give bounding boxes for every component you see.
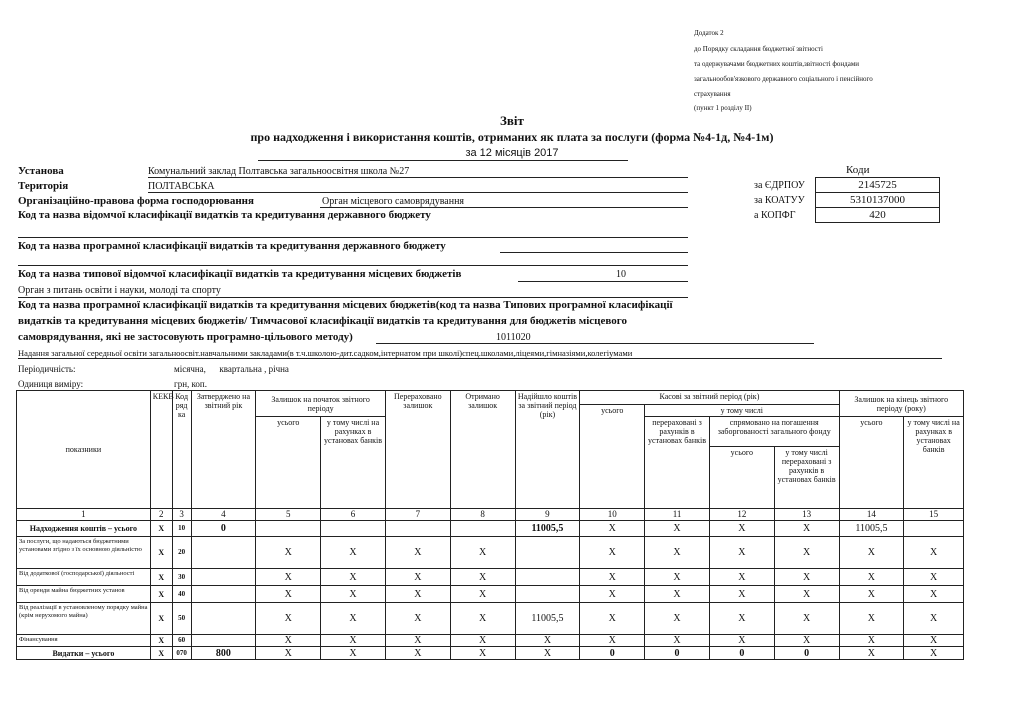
row-value-cell: X (450, 603, 515, 635)
row-value-cell: X (450, 569, 515, 586)
header-balance-end: Залишок на кінець звітного періоду (року) (839, 391, 963, 417)
row-value-cell: X (904, 586, 964, 603)
row-value-cell (191, 537, 256, 569)
row-kekv: X (150, 521, 172, 537)
appendix-line-1: Додаток 2 (694, 29, 724, 37)
row-value-cell: X (774, 537, 839, 569)
row-value-cell (515, 537, 580, 569)
code-label-edrpou: за ЄДРПОУ (754, 180, 805, 191)
appendix-line-2: до Порядку складання бюджетної звітності (694, 45, 823, 53)
table-row (17, 635, 964, 647)
row-value-cell (385, 521, 450, 537)
row-value-cell: X (385, 569, 450, 586)
table-row (17, 586, 964, 603)
row-indicator-name: Видатки – усього (17, 647, 151, 660)
appendix-line-5: страхування (694, 90, 731, 98)
row-value-cell: X (709, 569, 774, 586)
row-value-cell: X (709, 635, 774, 647)
row-value-cell: X (321, 569, 386, 586)
row-code: 50 (172, 603, 191, 635)
row-value-cell: X (321, 647, 386, 660)
row-value-cell: X (385, 603, 450, 635)
row-indicator-name: За послуги, що надаються бюджетними установами згідно з їх основною діяльністю (17, 537, 151, 569)
row-indicator-name: Від оренди майна бюджетних установ (17, 586, 151, 603)
row-value-cell: 800 (191, 647, 256, 660)
code-value-kopfg: 420 (815, 207, 940, 223)
local-program-name-underline (18, 358, 942, 359)
col-number: 12 (709, 509, 774, 521)
row-value-cell: X (709, 537, 774, 569)
institution-value: Комунальний заклад Полтавська загальноосвітня школа №27 (148, 166, 410, 177)
local-program-name: Надання загальної середньої освіти загальноосвіт.навчальними закладами(в т.ч.школою-дит.садком,інтернатом при школі)спец.школами,ліцеями,гімназіями,колегіумами (18, 348, 633, 358)
header-balance-start: Залишок на початок звітного періоду (256, 391, 386, 417)
header-start-incl-bank: у тому числі на рахунках в установах банків (321, 417, 386, 509)
row-value-cell (191, 603, 256, 635)
header-received: Отримано залишок (450, 391, 515, 509)
row-value-cell (515, 569, 580, 586)
row-kekv: X (150, 569, 172, 586)
col-number: 10 (580, 509, 645, 521)
table-row (17, 603, 964, 635)
appendix-line-3: та одержувачами бюджетних коштів,звітності фондами (694, 60, 860, 68)
row-value-cell (515, 586, 580, 603)
report-subtitle: про надходження і використання коштів, отриманих як плата за послуги (форма №4-1д, №4-1м) (250, 130, 774, 144)
header-cash-incl: у тому числі (645, 405, 839, 417)
row-indicator-name: Від реалізації в установленому порядку майна (крім нерухомого майна) (17, 603, 151, 635)
table-row (17, 537, 964, 569)
row-value-cell: X (839, 635, 904, 647)
legal-form-underline (320, 207, 688, 208)
typical-code-name: Орган з питань освіти і науки, молоді та спорту (18, 285, 221, 296)
row-value-cell: X (904, 603, 964, 635)
institution-underline (148, 177, 688, 178)
table-row (17, 569, 964, 586)
row-value-cell: 0 (774, 647, 839, 660)
row-value-cell: X (774, 603, 839, 635)
typical-code-underline (518, 281, 688, 282)
row-value-cell: 11005,5 (839, 521, 904, 537)
col-number: 2 (150, 509, 172, 521)
header-end-incl-bank: у тому числі на рахунках в установах банків (904, 417, 964, 509)
appendix-line-4: загальнообов'язкового державного соціального і пенсійного (694, 75, 873, 83)
row-value-cell (450, 521, 515, 537)
row-value-cell: X (256, 647, 321, 660)
row-value-cell: X (580, 569, 645, 586)
row-value-cell: X (904, 647, 964, 660)
row-value-cell: X (904, 569, 964, 586)
program-code-underline (500, 252, 688, 253)
header-row-1 (17, 391, 964, 405)
row-value-cell: X (839, 569, 904, 586)
row-code: 60 (172, 635, 191, 647)
row-value-cell: X (904, 635, 964, 647)
appendix-line-6: (пункт 1 розділу II) (694, 104, 752, 112)
header-cash-total: усього (580, 405, 645, 509)
code-value-edrpou: 2145725 (815, 177, 940, 193)
row-value-cell: X (256, 537, 321, 569)
local-program-underline (376, 343, 814, 344)
report-period: за 12 місяців 2017 (465, 147, 559, 159)
code-value-koatuu: 5310137000 (815, 192, 940, 208)
legal-form-label: Організаційно-правова форма господорювання (18, 195, 254, 207)
row-value-cell: 11005,5 (515, 603, 580, 635)
row-value-cell: X (645, 603, 710, 635)
dept-code-label: Код та назва відомчої класифікації видатків та кредитування державного бюджету (18, 209, 431, 221)
col-number: 4 (191, 509, 256, 521)
row-value-cell: X (515, 647, 580, 660)
col-number: 3 (172, 509, 191, 521)
row-value-cell: X (645, 569, 710, 586)
code-label-kopfg: а КОПФГ (754, 210, 796, 221)
row-value-cell (256, 521, 321, 537)
row-value-cell: X (321, 635, 386, 647)
row-value-cell: X (839, 603, 904, 635)
periodicity-label: Періодичність: (18, 364, 76, 374)
territory-underline (148, 192, 688, 193)
row-value-cell: X (645, 521, 710, 537)
row-value-cell: X (774, 635, 839, 647)
legal-form-value: Орган місцевого самоврядування (322, 196, 465, 207)
row-value-cell: X (256, 635, 321, 647)
row-value-cell: X (450, 635, 515, 647)
territory-value: ПОЛТАВСЬКА (148, 181, 215, 192)
header-cash-transferred: перераховані з рахунків в установах банків (645, 417, 710, 509)
row-value-cell: X (645, 635, 710, 647)
row-value-cell: X (839, 586, 904, 603)
col-number: 5 (256, 509, 321, 521)
row-value-cell: X (385, 635, 450, 647)
typical-code-label: Код та назва типової відомчої класифікації видатків та кредитування місцевих бюджетів (18, 268, 462, 280)
code-label-koatuu: за КОАТУУ (754, 195, 805, 206)
local-program-value: 1011020 (496, 332, 531, 343)
row-value-cell: X (774, 586, 839, 603)
row-value-cell: X (515, 635, 580, 647)
row-value-cell: X (709, 603, 774, 635)
row-kekv: X (150, 647, 172, 660)
col-number: 14 (839, 509, 904, 521)
row-value-cell: X (450, 647, 515, 660)
col-number: 8 (450, 509, 515, 521)
col-number: 9 (515, 509, 580, 521)
row-value-cell (904, 521, 964, 537)
row-value-cell: X (580, 603, 645, 635)
col-number: 11 (645, 509, 710, 521)
row-code: 20 (172, 537, 191, 569)
row-value-cell: X (321, 537, 386, 569)
row-value-cell: X (839, 647, 904, 660)
header-start-total: усього (256, 417, 321, 509)
typical-code-value: 10 (616, 269, 626, 280)
row-value-cell: 0 (580, 647, 645, 660)
row-value-cell: X (385, 586, 450, 603)
row-value-cell: X (774, 521, 839, 537)
dept-code-underline (18, 237, 688, 238)
header-row-code: Код ряд ка (172, 391, 191, 509)
row-code: 10 (172, 521, 191, 537)
row-value-cell: X (450, 537, 515, 569)
row-kekv: X (150, 537, 172, 569)
report-table (16, 390, 964, 660)
row-code: 40 (172, 586, 191, 603)
local-program-label-2: видатків та кредитування місцевих бюджетів/ Тимчасової класифікації видатків та кредитування для бюджетів місцевого (18, 315, 627, 327)
header-end-total: усього (839, 417, 904, 509)
row-indicator-name: Від додаткової (господарської) діяльності (17, 569, 151, 586)
header-cash: Касові за звітний період (рік) (580, 391, 839, 405)
header-debt: спрямовано на погашення заборгованості загального фонду (709, 417, 839, 447)
row-value-cell (191, 586, 256, 603)
row-kekv: X (150, 586, 172, 603)
row-value-cell: X (839, 537, 904, 569)
report-title: Звіт (500, 113, 524, 128)
row-indicator-name: Фінансування (17, 635, 151, 647)
local-program-label-3: самоврядування, які не застосовують програмно-цільового методу) (18, 331, 353, 343)
row-value-cell: X (580, 635, 645, 647)
codes-header: Коди (846, 164, 870, 176)
col-number: 1 (17, 509, 151, 521)
row-value-cell (321, 521, 386, 537)
program-code-label: Код та назва програмної класифікації видатків та кредитування державного бюджету (18, 240, 446, 252)
row-value-cell: X (321, 603, 386, 635)
row-value-cell: 0 (645, 647, 710, 660)
program-code-underline-2 (18, 265, 688, 266)
row-value-cell (191, 569, 256, 586)
row-value-cell: X (904, 537, 964, 569)
row-value-cell: X (256, 569, 321, 586)
row-value-cell: X (645, 586, 710, 603)
row-value-cell: X (385, 537, 450, 569)
row-code: 30 (172, 569, 191, 586)
row-value-cell: X (709, 521, 774, 537)
col-number: 6 (321, 509, 386, 521)
row-value-cell: X (709, 586, 774, 603)
header-debt-incl-transferred: у тому числі перераховані з рахунків в установах банків (774, 447, 839, 509)
row-value-cell: 0 (709, 647, 774, 660)
col-number: 7 (385, 509, 450, 521)
row-indicator-name: Надходження коштів – усього (17, 521, 151, 537)
row-value-cell: X (580, 537, 645, 569)
row-kekv: X (150, 635, 172, 647)
table-row (17, 647, 964, 660)
unit-label: Одиниця виміру: (18, 379, 84, 389)
row-value-cell: 11005,5 (515, 521, 580, 537)
col-number: 13 (774, 509, 839, 521)
row-value-cell: 0 (191, 521, 256, 537)
row-value-cell: X (645, 537, 710, 569)
header-approved: Затверджено на звітний рік (191, 391, 256, 509)
row-value-cell: X (256, 603, 321, 635)
period-underline (258, 160, 628, 161)
row-kekv: X (150, 603, 172, 635)
unit-value: грн, коп. (174, 379, 207, 389)
header-transferred: Перераховано залишок (385, 391, 450, 509)
row-value-cell: X (774, 569, 839, 586)
row-code: 070 (172, 647, 191, 660)
row-value-cell: X (580, 521, 645, 537)
row-value-cell: X (321, 586, 386, 603)
periodicity-value: місячна, квартальна , річна (174, 364, 289, 374)
row-value-cell (191, 635, 256, 647)
row-value-cell: X (450, 586, 515, 603)
typical-name-underline (18, 297, 688, 298)
column-numbers-row (17, 509, 964, 521)
header-indicators: показники (17, 391, 151, 509)
row-value-cell: X (256, 586, 321, 603)
row-value-cell: X (385, 647, 450, 660)
territory-label: Територія (18, 180, 69, 192)
row-value-cell: X (580, 586, 645, 603)
table-row (17, 521, 964, 537)
local-program-label-1: Код та назва програмної класифікації видатків та кредитування місцевих бюджетів(код та назва Типових програмної класифікації (18, 299, 673, 311)
header-income: Надійшло коштів за звітний період (рік) (515, 391, 580, 509)
institution-label: Установа (18, 165, 64, 177)
header-debt-total: усього (709, 447, 774, 509)
col-number: 15 (904, 509, 964, 521)
header-kekv: КЕКВ (150, 391, 172, 509)
